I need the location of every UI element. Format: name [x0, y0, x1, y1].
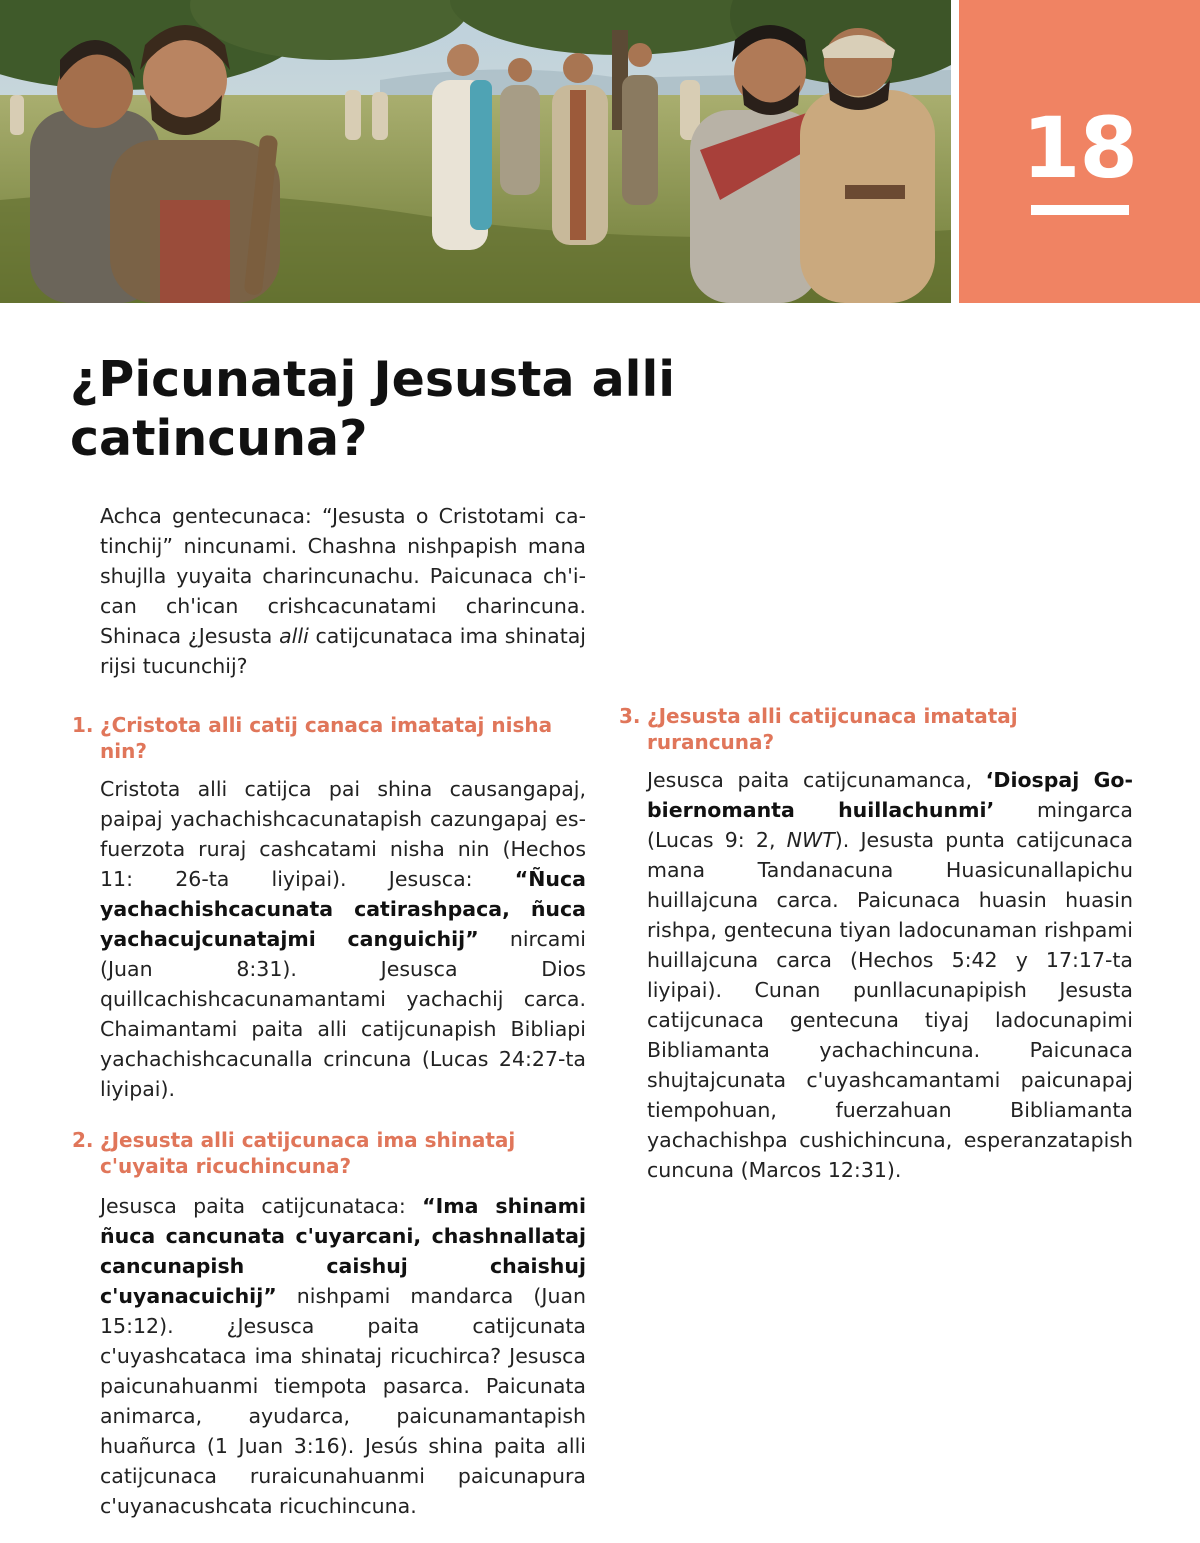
hero-illustration	[0, 0, 951, 303]
lesson-number-underline	[1031, 205, 1129, 215]
lesson-number: 18	[1022, 99, 1137, 197]
question-text: ¿Jesusta alli catijcunaca ima shinataj c'uyaita ricuchincuna?	[100, 1128, 516, 1178]
question-1	[72, 712, 586, 764]
lesson-badge	[959, 0, 1200, 303]
question-3	[619, 703, 1133, 755]
illustration-jesus-with-disciples-icon	[0, 0, 951, 303]
question-number: 3.	[619, 704, 641, 728]
answer-2-continuation-space	[619, 501, 1133, 671]
question-text: ¿Cristota alli catij canaca imatataj nisha nin?	[100, 713, 553, 763]
answer-2-paragraph: Jesusca paita catijcunataca: “Ima shinami ñuca cancunata c'uyarcani, chashnallataj cancunapish caishuj chaishuj c'uyanacuichij” nishpami mandarca (Juan 15:12). ¿Jesusca paita catijcunata c'uyashcataca ima shinataj ricuchirca? Jesusca paicunahuanmi tiempota pasarca. Paicunata animarca, ayudarca, paicunamantapish huañurca (1 Juan 3:16). Jesús shina paita alli catijcunaca ruraicunahuanmi paicunapura c'uyanacushcata ricuchincuna.	[100, 1194, 587, 1518]
right-column	[619, 501, 1133, 1185]
lesson-title: ¿Picunataj Jesusta alli catincuna?	[70, 351, 676, 467]
question-number: 2.	[72, 1128, 94, 1152]
answer-1-paragraph: Cristota alli catijca pai shina causangapaj, paipaj yachachishcacunatapish cazungapaj esfuerzota ruraj cashcatami nisha nin (Hechos 11: 26-ta liyipai). Jesusca: “Ñuca yachachishcacunata catirashpaca, ñuca yachacujcunatajmi canguichij” nircami (Juan 8:31). Jesusca Dios quillcachishcacunamantami yachachij carca. Chaimantami paita alli catijcunapish Bibliapi yachachishcacunalla crincuna (Lucas 24:27-ta liyipai).	[100, 777, 586, 1101]
question-2	[72, 1127, 586, 1179]
left-column	[72, 501, 586, 1521]
question-text: ¿Jesusta alli catijcunaca imatataj rurancuna?	[647, 704, 1018, 754]
intro-paragraph: Achca gentecunaca: “Jesusta o Cristotami catinchij” nincunami. Chashna nishpapish mana shujlla yuyaita charincunachu. Paicunaca ch'ican ch'ican crishcacunatami charincuna. Shinaca ¿Jesusta alli catijcunataca ima shinataj rijsi tucunchij?	[100, 504, 586, 678]
question-number: 1.	[72, 713, 94, 737]
answer-3-paragraph: Jesusca paita catijcunamanca, ‘Diospaj Gobiernomanta huillachunmi’ mingarca (Lucas 9: 2, NWT). Jesusta punta catijcunaca mana Tandanacuna Huasicunallapichu huillajcuna carca. Paicunaca huasin huasin rishpa, gentecuna tiyan ladocunaman rishpami huillajcuna carca (Hechos 5:42 y 17:17-ta liyipai). Cunan punllacunapipish Jesusta catijcunaca gentecuna tiyaj ladocunapimi Bibliamanta yachachincuna. Paicunaca shujtajcunata c'uyashcamantami paicunapaj tiempohuan, fuerzahuan Bibliamanta yachachishpa cushichincuna, esperanzatapish cuncuna (Marcos 12:31).	[647, 768, 1134, 1182]
